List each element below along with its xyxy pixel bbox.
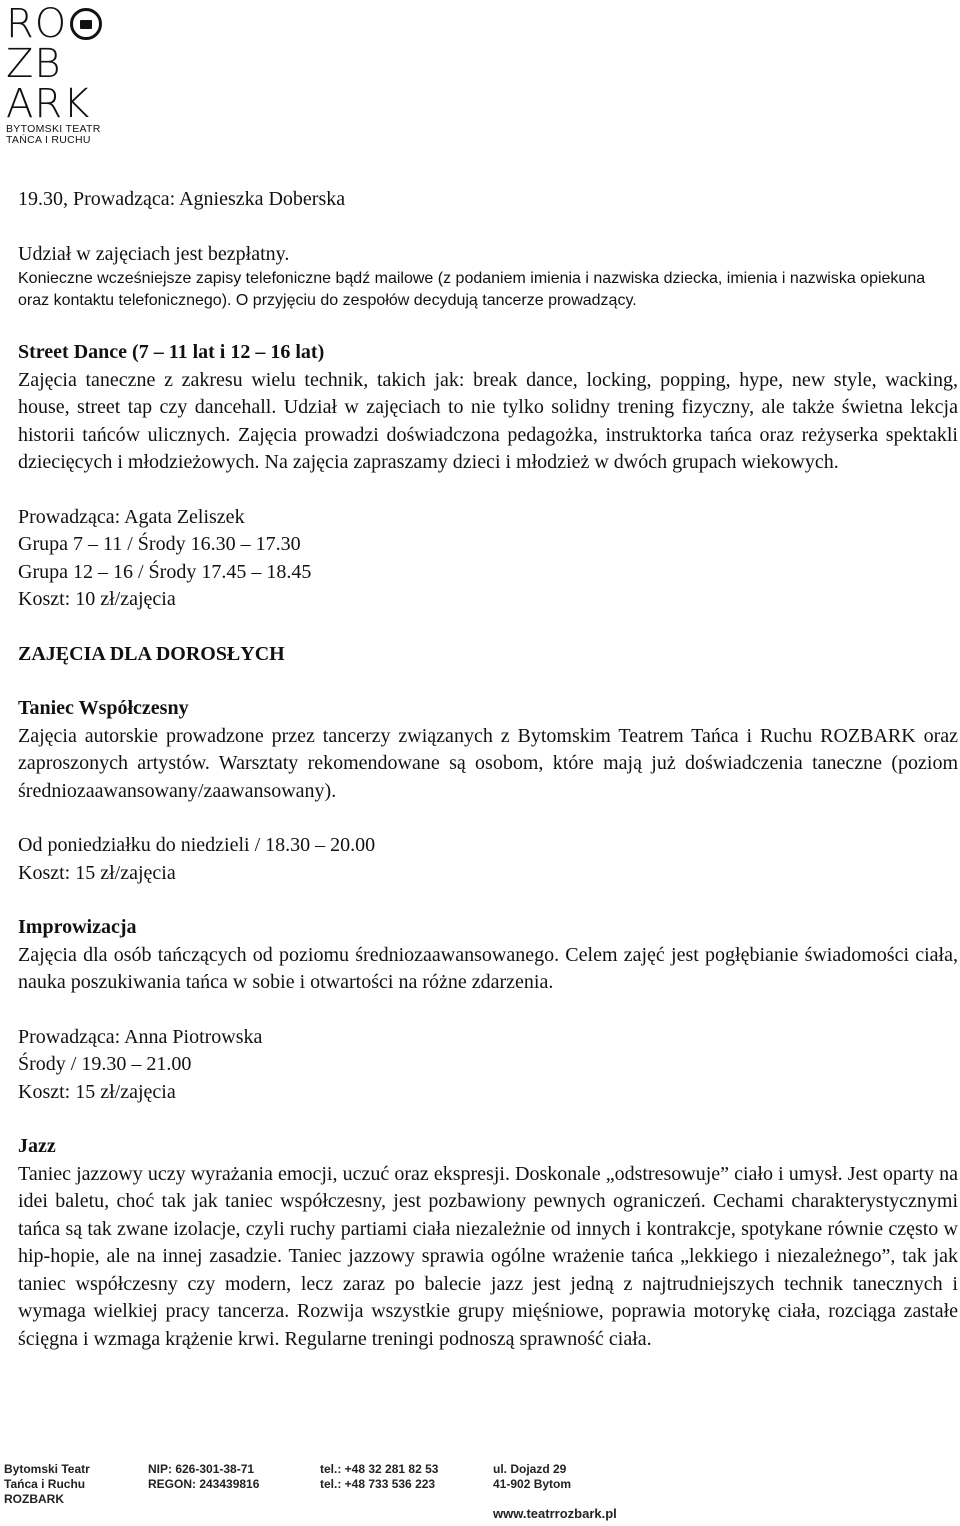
page-footer <box>0 1462 960 1526</box>
contemporary-cost: Koszt: 15 zł/zajęcia <box>18 861 176 884</box>
jazz-title: Jazz <box>18 1135 56 1157</box>
street-dance-cost: Koszt: 10 zł/zajęcia <box>18 588 176 610</box>
footer-phones: tel.: +48 32 281 82 53 tel.: +48 733 536 223 <box>320 1462 439 1491</box>
street-dance-title: Street Dance (7 – 11 lat i 12 – 16 lat) <box>18 341 325 363</box>
improv-schedule: Środy / 19.30 – 21.00 <box>18 1053 192 1075</box>
free-participation: Udział w zajęciach jest bezpłatny. <box>18 242 290 265</box>
street-dance-description: Zajęcia taneczne z zakresu wielu technik, takich jak: break dance, locking, popping, hype, new style, wacking, house, street tap czy dancehall. Udział w zajęciach to nie tylko solidny trening fizyczny, ale także świetna lekcja historii tańców ulicznych. Zajęcia prowadzi doświadczona pedagożka, instruktorka tańca oraz reżyserka spektakli dziecięcych i młodzieżowych. Na zajęcia zapraszamy dzieci i młodzież w dwóch grupach wiekowych. <box>18 368 958 473</box>
footer-website-link[interactable]: www.teatrrozbark.pl <box>493 1506 617 1521</box>
improv-cost: Koszt: 15 zł/zajęcia <box>18 1080 176 1103</box>
signup-info: Konieczne wcześniejsze zapisy telefoniczne bądź mailowe (z podaniem imienia i nazwiska dziecka, imienia i nazwiska opiekuna oraz kontaktu telefonicznego). O przyjęciu do zespołów decydują tancerze prowadzący. <box>18 270 926 309</box>
street-dance-group-2: Grupa 12 – 16 / Środy 17.45 – 18.45 <box>18 560 312 583</box>
logo-subtitle-1: BYTOMSKI TEATR <box>6 123 101 135</box>
contemporary-title: Taniec Współczesny <box>18 697 189 719</box>
street-dance-group-1: Grupa 7 – 11 / Środy 16.30 – 17.30 <box>18 533 301 555</box>
street-dance-leader: Prowadząca: Agata Zeliszek <box>18 505 245 528</box>
intro-time-line: 19.30, Prowadząca: Agnieszka Doberska <box>18 188 346 210</box>
footer-registration: NIP: 626-301-38-71 REGON: 243439816 <box>148 1462 260 1491</box>
jazz-description: Taniec jazzowy uczy wyrażania emocji, uczuć oraz ekspresji. Doskonale „odstresowuje” ciało i umysł. Jest oparty na idei baletu, choć tak jak taniec współczesny, jest pozbawiony pewnych ograniczeń. Cechami charakterystycznymi tańca są tak zwane izolacje, czyli ruchy partiami ciała niezależnie od innych i kontrakcje, spotykane równie często w hip-hopie, ale na innej zasadzie. Taniec jazzowy sprawia ogólne wrażenie tańca „lekkiego i niezależnego”, tak jak taniec współczesny czy modern, lecz zaraz po balecie jazz jest jedną z najtrudniejszych technik tanecznych i wymaga wielkiej pracy tancerza. Rozwija wszystkie grupy mięśniowe, poprawia motorykę ciała, rozciąga zastałe ścięgna i wzmaga krążenie krwi. Regularne treningi podnoszą sprawność ciała. <box>18 1162 958 1350</box>
improv-leader: Prowadząca: Anna Piotrowska <box>18 1025 263 1048</box>
logo-line-1: RO <box>6 4 106 44</box>
adults-heading: ZAJĘCIA DLA DOROSŁYCH <box>18 642 285 665</box>
improv-title: Improwizacja <box>18 916 137 938</box>
logo-line-3: ARK <box>6 81 91 127</box>
footer-address: ul. Dojazd 29 41-902 Bytom <box>493 1462 572 1491</box>
contemporary-description: Zajęcia autorskie prowadzone przez tancerzy związanych z Bytomskim Teatrem Tańca i Ruchu ROZBARK oraz zaproszonych artystów. Warsztaty rekomendowane są osobom, które mają już doświadczenia taneczne (poziom średniozaawansowany/zaawansowany). <box>18 724 958 802</box>
logo-subtitle-2: TAŃCA I RUCHU <box>6 134 91 146</box>
improv-description: Zajęcia dla osób tańczących od poziomu średniozaawansowanego. Celem zajęć jest pogłębianie świadomości ciała, nauka poszukiwania tańca w sobie i otwartości na różne zdarzenia. <box>18 943 958 993</box>
logo-line-2: ZB <box>6 41 62 87</box>
footer-organisation: Bytomski Teatr Tańca i Ruchu ROZBARK <box>4 1462 90 1506</box>
lock-icon <box>70 8 102 40</box>
contemporary-schedule: Od poniedziałku do niedzieli / 18.30 – 20.00 <box>18 834 376 856</box>
theatre-logo <box>6 1 106 160</box>
document-body <box>18 186 958 1353</box>
